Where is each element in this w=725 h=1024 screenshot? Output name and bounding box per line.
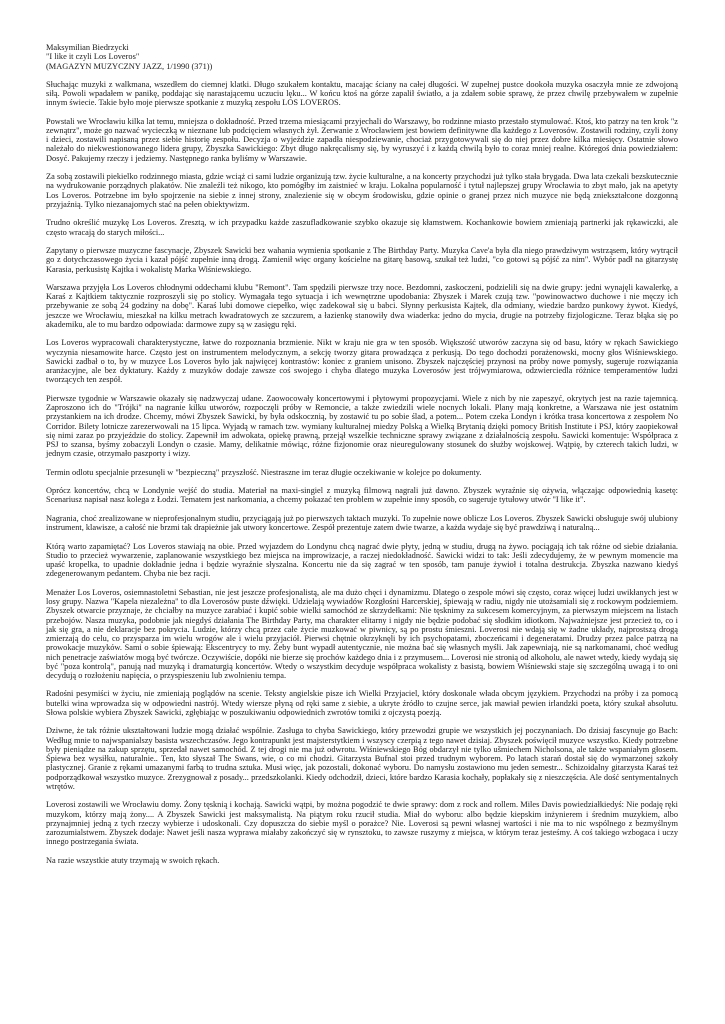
article-header	[46, 43, 678, 71]
article-paragraph: Powstali we Wrocławiu kilka lat temu, mniejsza o dokładność. Przed trzema miesiącami przyjechali do Warszawy, bo rodzinne miasto przestało stymulować. Ktoś, kto patrzy na ten krok "z zewnątrz", może go nazwać wycieczką w nieznane lub podcięciem własnych żył. Zerwanie z Wrocławiem jest bowiem definitywne dla każdego z Loverosów. Zostawili rodziny, czyli żony i dzieci, zostawili napisaną przez siebie historię zespołu. Decyzja o wyjeździe zapadła niespodziewanie, chociaż przygotowywali się do niej przez dobre kilka miesięcy. Ostatnie słowo należało do niekwestionowanego lidera grupy, Zbyszka Sawickiego: Zbyt długo nakręcalismy się, by wyruszyć i z każdą chwilą było to coraz mniej realne. Któregoś dnia powiedziałem: Dosyć. Pakujemy rzeczy i jedziemy. Następnego ranka byliśmy w Warszawie.	[46, 116, 678, 163]
author-name: Maksymilian Biedrzycki	[46, 43, 129, 52]
article-paragraph: Pierwsze tygodnie w Warszawie okazały się nadzwyczaj udane. Zaowocowały koncertowymi i płytowymi propozycjami. Wiele z nich by nie zapeszyć, okrytych jest na razie tajemnicą. Zaproszono ich do "Trójki" na nagranie kilku utworów, rozpoczęli próby w Remoncie, a także zwiedzili wiele nocnych lokali. Plany mają konkretne, a Warszawa nie jest ostatnim przystankiem na ich drodze. Chcemy, mówi Zbyszek Sawicki, by była odskocznią, by zostawić tu po sobie ślad, a potem... Potem czeka Londyn i krótka trasa koncertowa z zespołem No Corridor. Bilety lotnicze zarezerwowali na 15 lipca. Wyjadą w ramach tzw. wymiany kulturalnej miedzy Polską a Wielką Brytanią dzięki pomocy British Institute i PSJ, który zaopiekował się nimi zaraz po przyjeździe do stolicy. Zapewnił im adwokata, opiekę prawną, przejął wszelkie techniczne sprawy związane z działalnością zespołu. Sawicki komentuje: Współpraca z PSJ to szansa, byśmy zobaczyli Londyn o czasie. Mamy, delikatnie mówiąc, różne fizjonomie oraz nieuregulowany stosunek do służby wojskowej. Wątpię, by czterech takich ludzi, w jednym czasie, otrzymało paszporty i wizy.	[46, 393, 678, 459]
article-paragraph: Radośni pesymiści w życiu, nie zmieniają poglądów na scenie. Teksty angielskie pisze ich Wielki Przyjaciel, który doskonale włada obcym językiem. Przychodzi na próby i za pomocą butelki wina wprowadza się w odpowiedni nastrój. Wtedy wiersze płyną od ręki same z siebie, a ukryte źródło to czujne serce, jak mawiał pewien irlandzki poeta, który szukał absolutu. Słowa polskie wybiera Zbyszek Sawicki, zgłębiając w poszukiwaniu odpowiednich zwrotów tomiki z ojczystą poezją.	[46, 689, 678, 717]
article-paragraph: Menażer Los Loveros, osiemnastoletni Sebastian, nie jest jeszcze profesjonalistą, ale ma dużo chęci i dynamizmu. Dlatego o zespole mówi się często, coraz więcej ludzi uwikłanych jest w losy grupy. Nazwa "Kapela niezależna" to dla Loverosów puste dźwięki. Udzielają wywiadów Rozgłośni Harcerskiej, śpiewają w radiu, nigdy nie utożsamiali się z rockowym podziemiem. Zbyszek otwarcie przyznaje, że chciałby na muzyce zarabiać i kupić sobie wielki samochód ze skrzydełkami: Nie tęsknimy za sukcesem komercyjnym, za pierwszym miejscem na listach przebojów. Nasza muzyka, podobnie jak niegdyś działania The Birthday Party, ma charakter elitarny i nigdy nie będzie podobać się słodkim idiotkom. Najważniejsze jest przecież to, co i jak się gra, a nie deklaracje bez pokrycia. Ludzie, którzy chcą przez całe życie muzkować w piwnicy, są po prostu śmieszni. Loverosi nie wdają się w żadne układy, najprostszą drogą zmierzają do celu, co przysparza im wielu wrogów ale i wielu przyjaciół. Pierwsi chętnie okrzyknęli by ich psychopatami, zboczeńcami i degeneratami. Drudzy przez palce patrzą na prowokacje muzyków. Sami o sobie śpiewają: Ekscentrycy to my. Żeby bunt wypadł autentycznie, nie można bać się własnych myśli. Jak zapewniają, nie są narkomanami, choć według nich penetracje zaświatów mogą być twórcze. Oczywiście, dopóki nie bierze się prochów każdego dnia i z przymusem... Loverosi nie stronią od alkoholu, ale nawet wtedy, kiedy wydają się być "poza kontrolą", panują nad muzyką i dramaturgią koncertów. Wtedy o wszystkim decyduje współpraca wokalisty z basistą, bowiem Wiśniewski staje się szczególną uwagą i to oni decydują o rozłożeniu napięcia, o przyspieszeniu lub zwolnieniu tempa.	[46, 587, 678, 680]
article-paragraph: Trudno określić muzykę Los Loveros. Zresztą, w ich przypadku każde zaszufladkowanie szybko okazuje się kłamstwem. Kochankowie bowiem zmieniają partnerki jak rękawiczki, ale często wracają do starych miłości...	[46, 218, 678, 237]
article-paragraph: Którą warto zapamiętać? Los Loveros stawiają na obie. Przed wyjazdem do Londynu chcą nagrać dwie płyty, jedną w studiu, drugą na żywo. pociągają ich tak różne od siebie działania. Studio to przecież wywarzenie, zaplanowanie wszystkiego bez miejsca na improwizacje, a raczej niedokładność. Sawicki widzi to tak: Jeśli zdecydujemy, że w pewnym momencie ma upaść kropelka, to upadnie dokładnie jedna i będzie wyraźnie słyszalna. Koncertu nie da się zagrać w ten sposób, tam panuje żywioł i totalna destrukcja. Zbyszka nazwano kiedyś zdegenerowanym pedantem. Chyba nie bez racji.	[46, 541, 678, 579]
publication-source: (MAGAZYN MUZYCZNY JAZZ, 1/1990 (371))	[46, 61, 213, 71]
article-paragraph: Dziwne, że tak różnie ukształtowani ludzie mogą działać wspólnie. Zasługa to chyba Sawickiego, który przewodzi grupie we wszystkich jej poczynaniach. Do dzisiaj fascynuje go Bach: Według mnie to najwspanialszy basista wszechczasów. Jego kontrapunkt jest majsterstytkiem i wszyscy czerpią z tego nawet dzisiaj. Zbyszek poświęcił muzyce wszystko. Kiedy potrzebne były pieniądze na zakup sprzętu, sprzedał nawet samochód. Z tej drogi nie ma już odwrotu. Wiśniewskiego Bóg obdarzył nie tylko ušmiechem Nicholsona, ale także wspaniałym głosem. Śpiewa bez wysiłku, naturalnie.. Ten, kto słyszał The Swans, wie, o co mi chodzi. Gitarzysta Bufnal stoi przed trudnym wyborem. Po latach starań dostał się do wymarzonej szkoły plastycznej. Granie z rękami umazanymi farbą to trudna sztuka. Musi więc, jak pozostali, dokonać wyboru. Do namysłu zostawiono mu jeden semestr... Schizoidalny gitarzysta Karaś też podporządkował wszystko muzyce. Zrezygnował z posady... przedszkolanki. Kiedy odchodził, dzieci, które bardzo Karasia kochały, popłakały się z nieszczęścia. Ale dość sentymentalnych wtrętów.	[46, 726, 678, 791]
article-paragraph: Słuchając muzyki z walkmana, wszedłem do ciemnej klatki. Długo szukałem kontaktu, macając ściany na całej długości. W zupełnej pustce dookoła muzyka osaczyła mnie ze zdwojoną siłą. Powoli wpadałem w panikę, poddając się narastającemu uczuciu lęku... W końcu ktoś na górze zapalił światło, a ja zdałem sobie sprawę, że przez chwilę przebywałem w zupełnie innym świecie. Takie było moje pierwsze spotkanie z muzyką zespołu LOS LOVEROS.	[46, 79, 678, 108]
article-paragraph: Loverosi zostawili we Wrocławiu domy. Żony tęsknią i kochają. Sawicki wątpi, by można pogodzić te dwie sprawy: dom z rock and rollem. Miles Davis powiedziałkiedyś: Nie podaję ręki muzykom, którzy mają żony.... A Zbyszek Sawicki jest maksymalistą. Na piątym roku rzucił studia. Miał do wyboru: albo będzie kiepskim inżynierem i średnim muzykiem, albo przynajmniej jedną z tych rzeczy wybierze i udoskonali. Czy dopuszcza do siebie myśl o porażce? Nie. Loverosi są pewni własnej wartości i nie ma to nic wspólnego z bezmyślnym zarozumialstwem. Zbyszek dodaje: Nawet jeśli nasza wyprawa miałaby zakończyć się w rynsztoku, to zawsze ruszymy z miejsca, w którym teraz jesteśmy. A coś takiego wzbogaca i uczy innego postrzegania świata.	[46, 800, 678, 847]
article-paragraph: Na razie wszystkie atuty trzymają w swoich rękach.	[46, 855, 220, 865]
article-paragraph: Warszawa przyjęła Los Loveros chłodnymi oddechami klubu "Remont". Tam spędzili pierwsze trzy noce. Bezdomni, zaskoczeni, podzielili się na dwie grupy: jedni wynajęli kawalerkę, a Karaś z Kajtkiem taktycznie rozproszyli się po stolicy. Wymagała tego sytuacja i ich wewnętrzne upodobania: Zbyszek i Marek czują tzw. "powinowactwo duchowe i nie męczy ich przebywanie ze sobą 24 godziny na dobę". Karaś lubi domowe ciepełko, więc zadekował się u babci. Słynny perkusista Kajtek, dla odmiany, wiedzie bardzo punkowy żywot. Kiedyś, jeszcze we Wrocławiu, mieszkał na kilku metrach kwadratowych ze szczurem, a łazienkę stanowiły dwa wiaderka: jedno do mycia, drugie na potrzeby fizjologiczne. Teraz błąka się po akademiku, ale to mu bardzo odpowiada: darmowe zupy są w zasięgu ręki.	[46, 282, 678, 329]
article-title: "I like it czyli Los Loveros"	[46, 52, 140, 62]
article-paragraph: Termin odlotu specjalnie przesunęli w "bezpieczną" przyszłość. Niestraszne im teraz długie oczekiwanie w kolejce po dokumenty.	[46, 467, 482, 477]
article-page	[46, 43, 678, 874]
article-paragraph: Los Loveros wypracowali charakterystyczne, łatwe do rozpoznania brzmienie. Nikt w kraju nie gra w ten sposób. Większość utworów zaczyna się od basu, który w rękach Sawickiego wyczynia niesamowite harce. Często jest on instrumentem melodycznym, a sekcję tworzy gitara prowadząca z perkusją. Do tego dochodzi porażenowski, mocny głos Wiśniewskiego. Sawicki zadbał o to, by w muzyce Los Loveros było jak najwięcej kontrastów: koniec z graniem unisono. Zbyszek najczęściej przynosi na próby nowe pomysły, sugeruje rozwiązania aranżacyjne, ale bez dyktatury. Każdy z muzyków dodaje zawsze coś swojego i chyba dlatego muzyka Loverosów jest trójwymiarowa, odzwierciedla różnice temperamentów ludzi tworzących ten zespół.	[46, 338, 678, 385]
article-paragraph: Za sobą zostawili piekielko rodzinnego miasta, gdzie wciąż ci sami ludzie organizują tzw. życie kulturalne, a na koncerty przychodzi już tylko stała brygada. Dwa lata czekali bezskutecznie na wydrukowanie porządnych plakatów. Nie znaleźli też nikogo, kto pomógłby im zaistnieć w kraju. Lokalna popularność i tytuł najlepszej grupy Wrocławia to zbyt mało, jak na apetyty Los Loveros. Potrzebne im było spojrzenie na siebie z innej strony, znalezienie się w obcym środowisku, gdzie opinie o granej przez nich muzyce nie będą zniekształcone dozgonną przyjaźnią. Tylko niezanajomych stać na pełen obiektywizm.	[46, 172, 678, 209]
article-paragraph: Zapytany o pierwsze muzyczne fascynacje, Zbyszek Sawicki bez wahania wymienia spotkanie z The Birthday Party. Muzyka Cave'a była dla niego prawdziwym wstrząsem, który wytrącił go z dotychczasowego życia i kazał pójść zupełnie inną drogą. Zamienił więc organy kościelne na gitarę basową, szukał też ludzi, "co gotowi są pójść za nim". Wybór padł na gitarzystę Karasia, perkusistę Kajtka i wokalistę Marka Wiśniewskiego.	[46, 246, 678, 274]
article-paragraph: Oprócz koncertów, chcą w Londynie wejść do studia. Materiał na maxi-singiel z muzyką filmową nagrali już dawno. Zbyszek wyraźnie się ożywia, włączając odpowiednią kasetę: Scenariusz napisał nasz kolega z Łodzi. Tematem jest narkomania, a chcemy pokazać ten problem w zupełnie inny sposób, co sugeruje tytułowy utwór "I like it".	[46, 486, 678, 505]
article-paragraph: Nagrania, choć zrealizowane w nieprofesjonalnym studiu, przyciągają już po pierwszych taktach muzyki. To zupełnie nowe oblicze Los Loveros. Zbyszek Sawicki obsługuje swój ulubiony instrument, klawisze, a całość nie brzmi tak drapieżnie jak utwory koncertowe. Zespół prezentuje zatem dwie twarze, a każda wydaje się być prawdziwą i naturalną...	[46, 513, 678, 533]
